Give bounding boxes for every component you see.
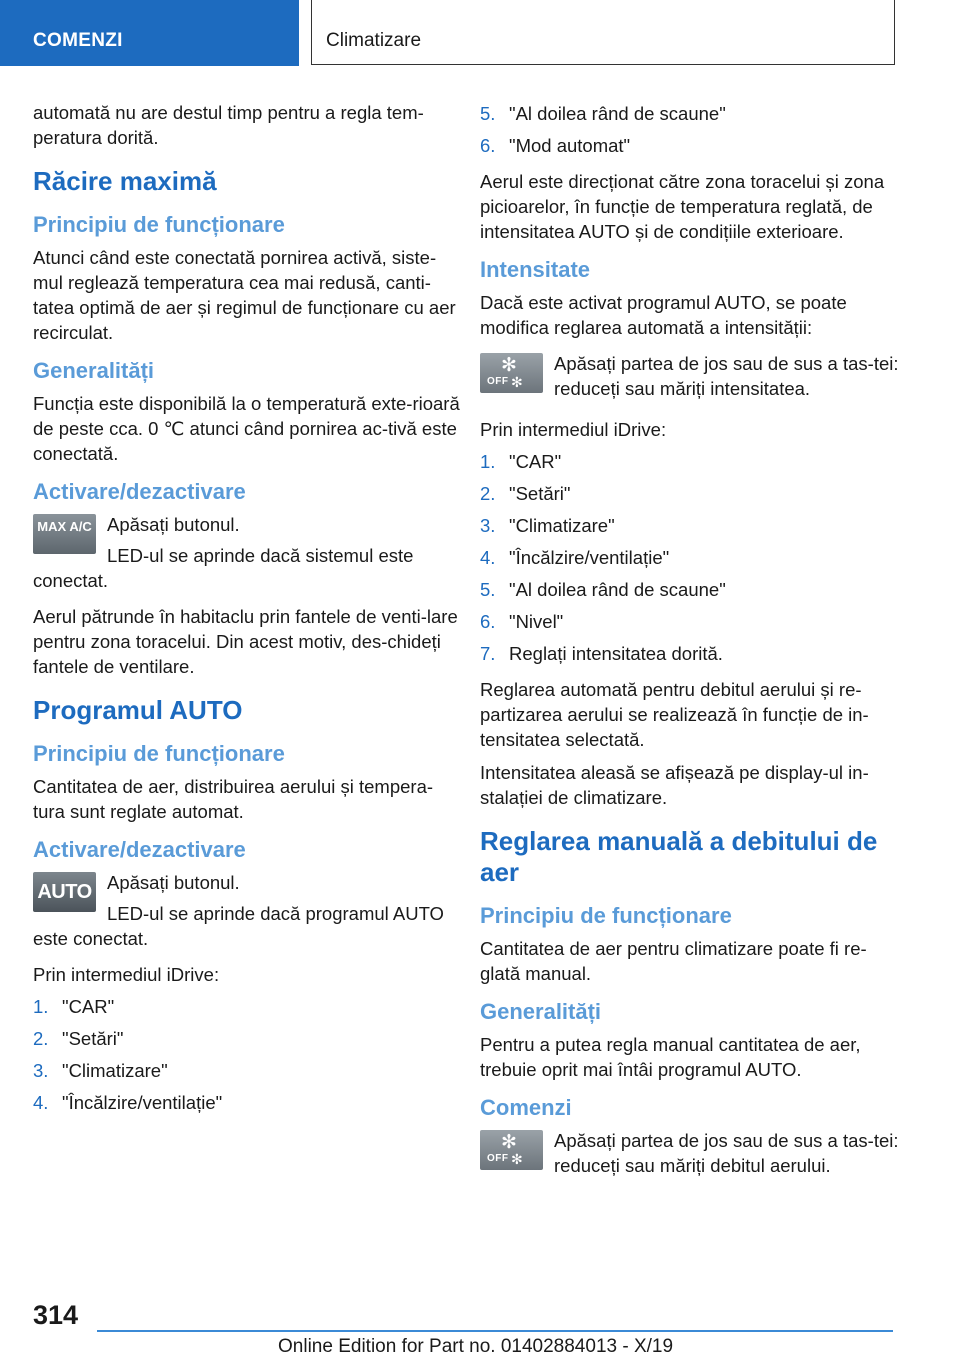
list-item: 7. Reglați intensitatea dorită. [480, 642, 723, 664]
intensity-instruction [480, 351, 900, 401]
heading-principiu-2: Principiu de funcționare [33, 741, 285, 766]
list-item: 2. "Setări" [480, 482, 571, 504]
apasati-intensitate: Apăsați partea de jos sau de sus a tas-tei: reduceți sau măriți intensitatea. [554, 353, 899, 399]
heading-principiu-1: Principiu de funcționare [33, 212, 285, 237]
fan-small-icon: ✻ [511, 1151, 523, 1167]
list-item: 4. "Încălzire/ventilație" [33, 1091, 223, 1113]
paragraph-principiu-1: Atunci când este conectată pornirea activă, siste-mul reglează temperatura cea mai redusă, canti-tatea optimă de aer și regimul de funcționare cu aer recirculat. [33, 247, 456, 343]
page-header [0, 0, 960, 66]
paragraph-aerul-directionat: Aerul este direcționat către zona toracelui și zona picioarelor, în funcție de temperatura reglată, de intensitatea AUTO și de condițiile exterioare. [480, 171, 885, 242]
fan-small-icon: ✻ [511, 374, 523, 390]
list-item: 5. "Al doilea rând de scaune" [480, 102, 726, 124]
heading-programul-auto: Programul AUTO [33, 695, 243, 725]
auto-instruction [33, 870, 463, 951]
list-item: 1. "CAR" [480, 450, 562, 472]
paragraph-aerul-patrunde: Aerul pătrunde în habitaclu prin fantele de venti-lare pentru zona toracelui. Din acest motiv, des-chideți fantele de ventilare. [33, 606, 458, 677]
footer-divider [97, 1330, 893, 1332]
section-tab: COMENZI [0, 0, 299, 66]
apasati-debit: Apăsați partea de jos sau de sus a tas-tei: reduceți sau măriți debitul aerului. [554, 1130, 899, 1176]
fan-icon: ✻ [501, 1132, 517, 1153]
list-item: 6. "Nivel" [480, 610, 564, 632]
paragraph-intensitatea-aleasa: Intensitatea aleasă se afișează pe display-ul in-stalației de climatizare. [480, 762, 869, 808]
idrive-steps-right [480, 445, 900, 669]
heading-activare-1: Activare/dezactivare [33, 479, 246, 504]
chapter-title: Climatizare [311, 0, 895, 65]
heading-comenzi: Comenzi [480, 1095, 572, 1120]
heading-activare-2: Activare/dezactivare [33, 837, 246, 862]
list-item: 1. "CAR" [33, 995, 115, 1017]
page-number: 314 [33, 1300, 79, 1330]
intro-text: automată nu are destul timp pentru a regla tem-peratura dorită. [33, 102, 424, 148]
max-ac-button-icon: MAX A/C [33, 514, 96, 554]
paragraph-principiu-3: Cantitatea de aer pentru climatizare poate fi re-glată manual. [480, 938, 867, 984]
off-label: OFF [487, 1153, 509, 1164]
paragraph-generalitati-2: Pentru a putea regla manual cantitatea de aer, trebuie oprit mai întâi programul AUTO. [480, 1034, 861, 1080]
apasati-butonul-1: Apăsați butonul. [107, 514, 240, 535]
paragraph-idrive-2: Prin intermediul iDrive: [480, 419, 667, 440]
off-label: OFF [487, 376, 509, 387]
fan-off-button-icon-2 [480, 1130, 543, 1170]
paragraph-principiu-2: Cantitatea de aer, distribuirea aerului și tempera-tura sunt reglate automat. [33, 776, 434, 822]
led-text-2: LED-ul se aprinde dacă programul AUTO este conectat. [33, 903, 444, 949]
list-item: 2. "Setări" [33, 1027, 124, 1049]
heading-reglarea-manuala: Reglarea manuală a debitului de aer [480, 826, 878, 887]
list-item: 3. "Climatizare" [480, 514, 615, 536]
heading-generalitati-1: Generalități [33, 358, 155, 383]
paragraph-reglarea-automata: Reglarea automată pentru debitul aerului și re-partizarea aerului se realizează în funcție de in-tensitatea selectată. [480, 679, 869, 750]
paragraph-intensitate: Dacă este activat programul AUTO, se poate modifica reglarea automată a intensității: [480, 292, 847, 338]
led-text-1: LED-ul se aprinde dacă sistemul este conectat. [33, 545, 414, 591]
idrive-steps-left [33, 990, 463, 1118]
list-item: 3. "Climatizare" [33, 1059, 168, 1081]
list-item: 5. "Al doilea rând de scaune" [480, 578, 726, 600]
heading-intensitate: Intensitate [480, 257, 591, 282]
right-column [480, 100, 900, 1189]
edition-text: Online Edition for Part no. 01402884013 - X/19 [278, 1336, 674, 1357]
max-ac-instruction [33, 512, 463, 593]
page-footer [0, 1290, 960, 1362]
heading-generalitati-2: Generalități [480, 999, 602, 1024]
airflow-instruction [480, 1128, 900, 1178]
paragraph-generalitati-1: Funcția este disponibilă la o temperatură exte-rioară de peste cca. 0 ℃ atunci când pornirea ac-tivă este conectată. [33, 393, 460, 464]
heading-racire-maxima: Răcire maximă [33, 166, 217, 196]
paragraph-idrive-1: Prin intermediul iDrive: [33, 964, 220, 985]
auto-button-icon: AUTO [33, 872, 96, 912]
list-item: 6. "Mod automat" [480, 134, 631, 156]
idrive-steps-continued [480, 97, 900, 161]
left-column [33, 100, 463, 1126]
fan-off-button-icon [480, 353, 543, 393]
fan-icon: ✻ [501, 355, 517, 376]
apasati-butonul-2: Apăsați butonul. [107, 872, 240, 893]
heading-principiu-3: Principiu de funcționare [480, 903, 732, 928]
list-item: 4. "Încălzire/ventilație" [480, 546, 670, 568]
